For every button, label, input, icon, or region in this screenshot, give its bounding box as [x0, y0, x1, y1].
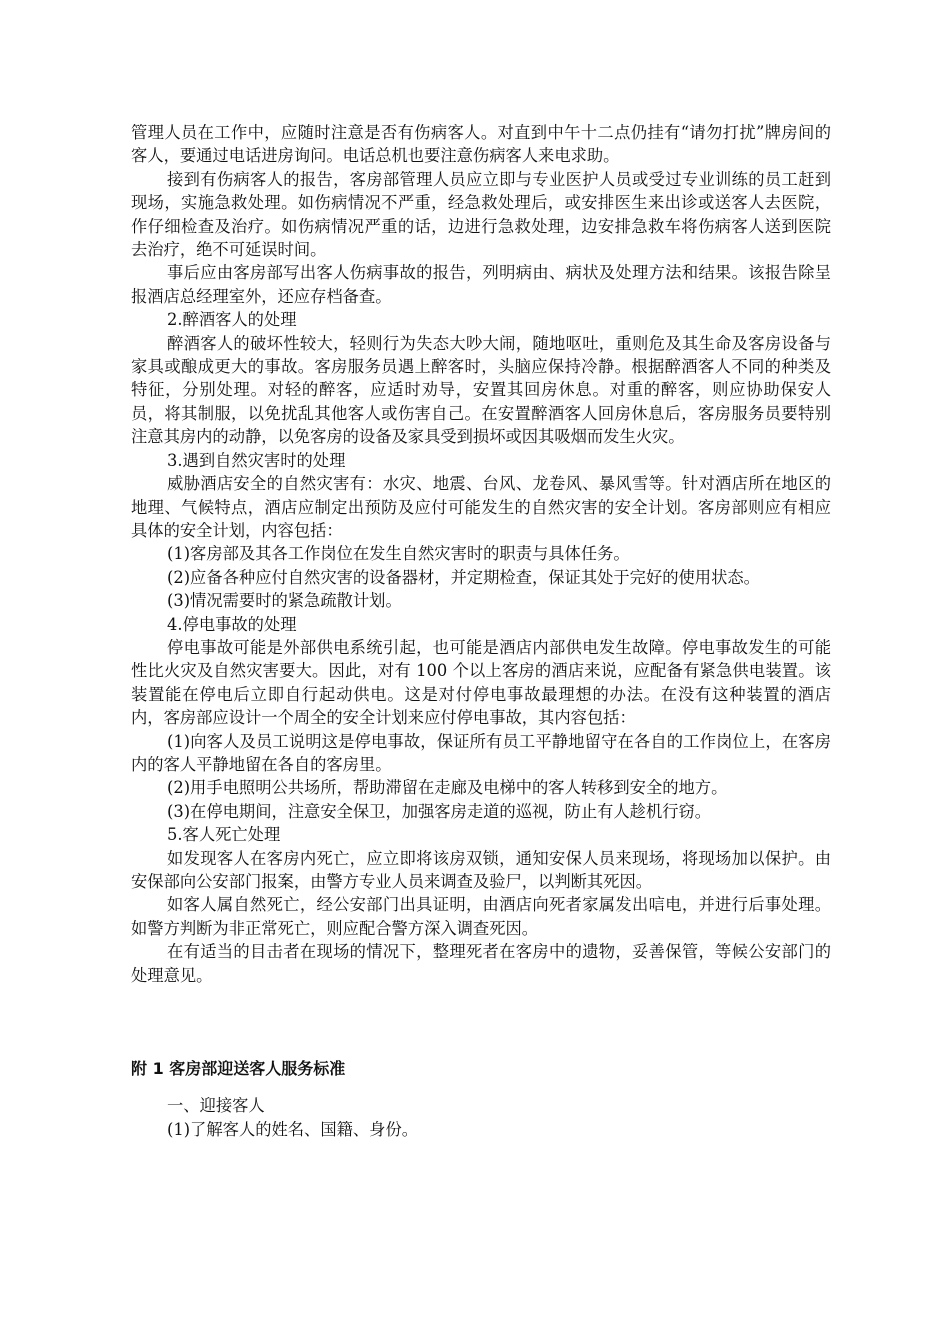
paragraph: 如发现客人在客房内死亡，应立即将该房双锁，通知安保人员来现场，将现场加以保护。由安保部向公安部门报案，由警方专业人员来调查及验尸，以判断其死因。 [131, 848, 831, 891]
paragraph: 停电事故可能是外部供电系统引起，也可能是酒店内部供电发生故障。停电事故发生的可能性比火灾及自然灾害要大。因此，对有 100 个以上客房的酒店来说，应配备有紧急供电装置。该装置能在停电后立即自行起动供电。这是对付停电事故最理想的办法。在没有这种装置的酒店内，客房部应设计一个周全的安全计划来应付停电事故，其内容包括： [131, 637, 831, 728]
section-heading: 2.醉酒客人的处理 [167, 310, 297, 330]
paragraph: 如客人属自然死亡，经公安部门出具证明，由酒店向死者家属发出唁电，并进行后事处理。如警方判断为非正常死亡，则应配合警方深入调查死因。 [131, 895, 831, 938]
list-item: (3)在停电期间，注意安全保卫，加强客房走道的巡视，防止有人趁机行窃。 [167, 801, 712, 821]
section-heading: 4.停电事故的处理 [167, 614, 297, 634]
list-item: (1)向客人及员工说明这是停电事故，保证所有员工平静地留守在各自的工作岗位上，在客房内的客人平静地留在各自的客房里。 [131, 731, 831, 774]
list-item: (1)了解客人的姓名、国籍、身份。 [167, 1119, 419, 1139]
list-item: (2)应备各种应付自然灾害的设备器材，并定期检查，保证其处于完好的使用状态。 [167, 567, 760, 587]
paragraph: 威胁酒店安全的自然灾害有：水灾、地震、台风、龙卷风、暴风雪等。针对酒店所在地区的地理、气候特点，酒店应制定出预防及应付可能发生的自然灾害的安全计划。客房部则应有相应具体的安全计划，内容包括： [131, 474, 831, 540]
list-item: (3)情况需要时的紧急疏散计划。 [167, 591, 402, 611]
section-heading: 3.遇到自然灾害时的处理 [167, 450, 346, 470]
paragraph: 事后应由客房部写出客人伤病事故的报告，列明病由、病状及处理方法和结果。该报告除呈报酒店总经理室外，还应存档备查。 [131, 263, 831, 306]
paragraph: 管理人员在工作中，应随时注意是否有伤病客人。对直到中午十二点仍挂有“请勿打扰”牌房间的客人，要通过电话进房询问。电话总机也要注意伤病客人来电求助。 [131, 123, 831, 166]
paragraph: 在有适当的目击者在现场的情况下，整理死者在客房中的遗物，妥善保管，等候公安部门的处理意见。 [131, 942, 831, 985]
appendix-title: 附 1 客房部迎送客人服务标准 [131, 1059, 346, 1079]
list-item: (2)用手电照明公共场所，帮助滞留在走廊及电梯中的客人转移到安全的地方。 [167, 778, 728, 798]
appendix-section-heading: 一、迎接客人 [167, 1096, 265, 1116]
blank-space [131, 987, 831, 1057]
section-heading: 5.客人死亡处理 [167, 825, 281, 845]
paragraph: 接到有伤病客人的报告，客房部管理人员应立即与专业医护人员或受过专业训练的员工赶到现场，实施急救处理。如伤病情况不严重，经急救处理后，或安排医生来出诊或送客人去医院，作仔细检查及治疗。如伤病情况严重的话，边进行急救处理，边安排急救车将伤病客人送到医院去治疗，绝不可延误时间。 [131, 169, 831, 260]
list-item: (1)客房部及其各工作岗位在发生自然灾害时的职责与具体任务。 [167, 544, 630, 564]
paragraph: 醉酒客人的破坏性较大，轻则行为失态大吵大闹，随地呕吐，重则危及其生命及客房设备与家具或酿成更大的事故。客房服务员遇上醉客时，头脑应保持冷静。根据醉酒客人不同的种类及特征，分别处理。对轻的醉客，应适时劝导，安置其回房休息。对重的醉客，则应协助保安人员，将其制服，以免扰乱其他客人或伤害自己。在安置醉酒客人回房休息后，客房服务员要特别注意其房内的动静，以免客房的设备及家具受到损坏或因其吸烟而发生火灾。 [131, 333, 831, 447]
document-page [131, 121, 831, 1141]
